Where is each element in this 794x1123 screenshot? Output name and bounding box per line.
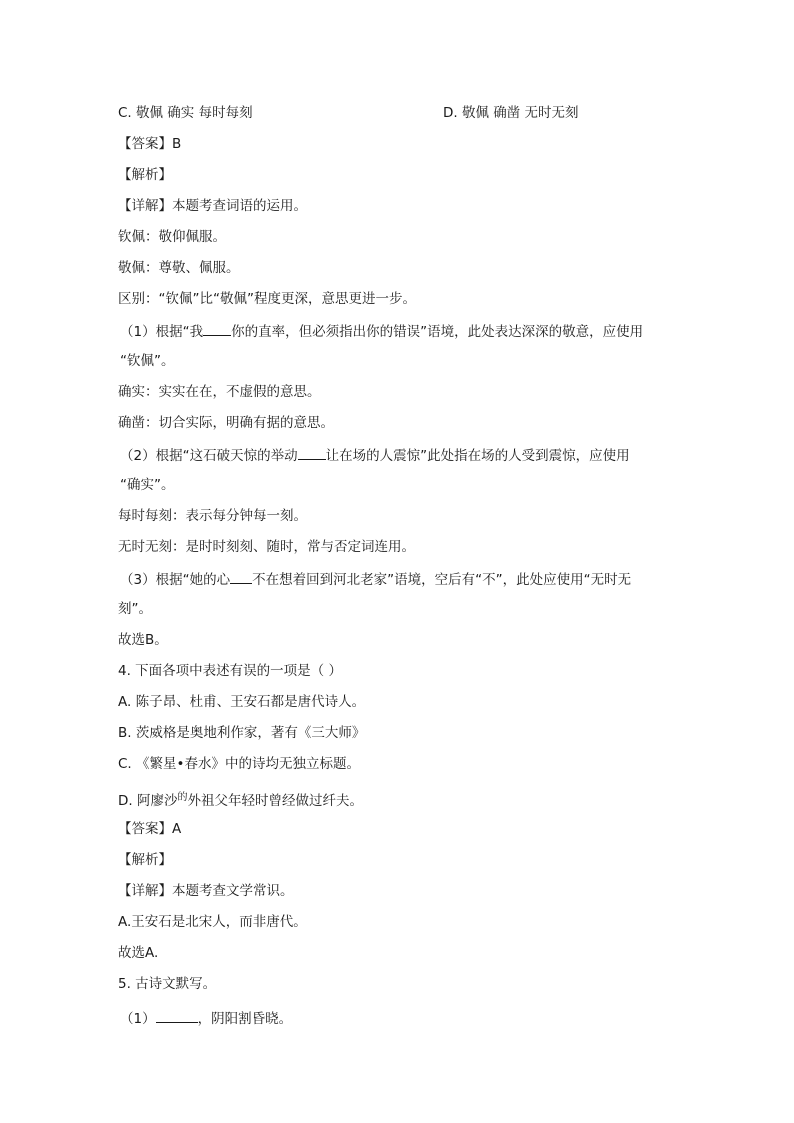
explanation-3 xyxy=(120,569,631,589)
item-number: （1） xyxy=(120,1011,156,1027)
option-c: C. 敬佩 确实 每时每刻 xyxy=(118,105,253,121)
question-5-stem: 5. 古诗文默写。 xyxy=(118,976,217,992)
question-4-option-c: C. 《繁星•春水》中的诗均无独立标题。 xyxy=(118,756,360,772)
explanation-4: A.王安石是北宋人，而非唐代。 xyxy=(118,914,307,930)
blank-line xyxy=(230,569,252,584)
explanation-3-start: （3）根据“她的心 xyxy=(120,572,231,588)
option-d-start: D. 阿廖沙 xyxy=(118,793,178,809)
explanation-3-cont: 刻”。 xyxy=(118,601,152,617)
question-4-option-d xyxy=(118,789,363,810)
explanation-2-start: （2）根据“这石破天惊的举动 xyxy=(120,448,298,464)
definition-jingpei: 敬佩：尊敬、佩服。 xyxy=(118,260,240,276)
question-4-option-b: B. 茨威格是奥地利作家，著有《三大师》 xyxy=(118,725,366,741)
explanation-1 xyxy=(120,321,643,341)
question-5-item-1 xyxy=(120,1008,292,1028)
option-d-end: 外祖父年轻时曾经做过纤夫。 xyxy=(187,793,363,809)
explanation-2-cont: “确实”。 xyxy=(120,477,175,493)
choice-statement-4: 故选A. xyxy=(118,945,159,961)
definition-quezao: 确凿：切合实际，明确有据的意思。 xyxy=(118,415,334,431)
choice-statement: 故选B。 xyxy=(118,632,168,648)
question-4-option-a: A. 陈子昂、杜甫、王安石都是唐代诗人。 xyxy=(118,694,366,710)
analysis-heading-4: 【解析】 xyxy=(118,852,172,868)
detail-heading-4: 【详解】本题考查文学常识。 xyxy=(118,883,294,899)
explanation-2 xyxy=(120,445,630,465)
item-text: ，阴阳割昏晓。 xyxy=(197,1011,293,1027)
blank-line xyxy=(203,321,231,336)
answer-label: 【答案】B xyxy=(118,136,182,152)
definition-qinpei: 钦佩：敬仰佩服。 xyxy=(118,229,226,245)
blank-line xyxy=(298,445,326,460)
answer-label-4: 【答案】A xyxy=(118,821,182,837)
fill-blank xyxy=(156,1008,198,1023)
analysis-heading: 【解析】 xyxy=(118,167,172,183)
option-d: D. 敬佩 确凿 无时无刻 xyxy=(443,105,579,121)
definition-queshi: 确实：实实在在，不虚假的意思。 xyxy=(118,384,321,400)
explanation-3-end: 不在想着回到河北老家”语境，空后有“不”，此处应使用“无时无 xyxy=(252,572,632,588)
option-d-superscript: 的 xyxy=(177,792,188,803)
definition-meishi: 每时每刻：表示每分钟每一刻。 xyxy=(118,508,307,524)
difference-note: 区别：“钦佩”比“敬佩”程度更深，意思更进一步。 xyxy=(118,291,416,307)
explanation-2-end: 让在场的人震惊”此处指在场的人受到震惊，应使用 xyxy=(325,448,630,464)
explanation-1-start: （1）根据“我 xyxy=(120,324,204,340)
explanation-1-cont: “钦佩”。 xyxy=(120,353,175,369)
detail-heading: 【详解】本题考查词语的运用。 xyxy=(118,198,307,214)
definition-wushi: 无时无刻：是时时刻刻、随时，常与否定词连用。 xyxy=(118,539,415,555)
question-4-stem: 4. 下面各项中表述有误的一项是（ ） xyxy=(118,663,342,679)
explanation-1-end: 你的直率，但必须指出你的错误”语境，此处表达深深的敬意，应使用 xyxy=(231,324,644,340)
